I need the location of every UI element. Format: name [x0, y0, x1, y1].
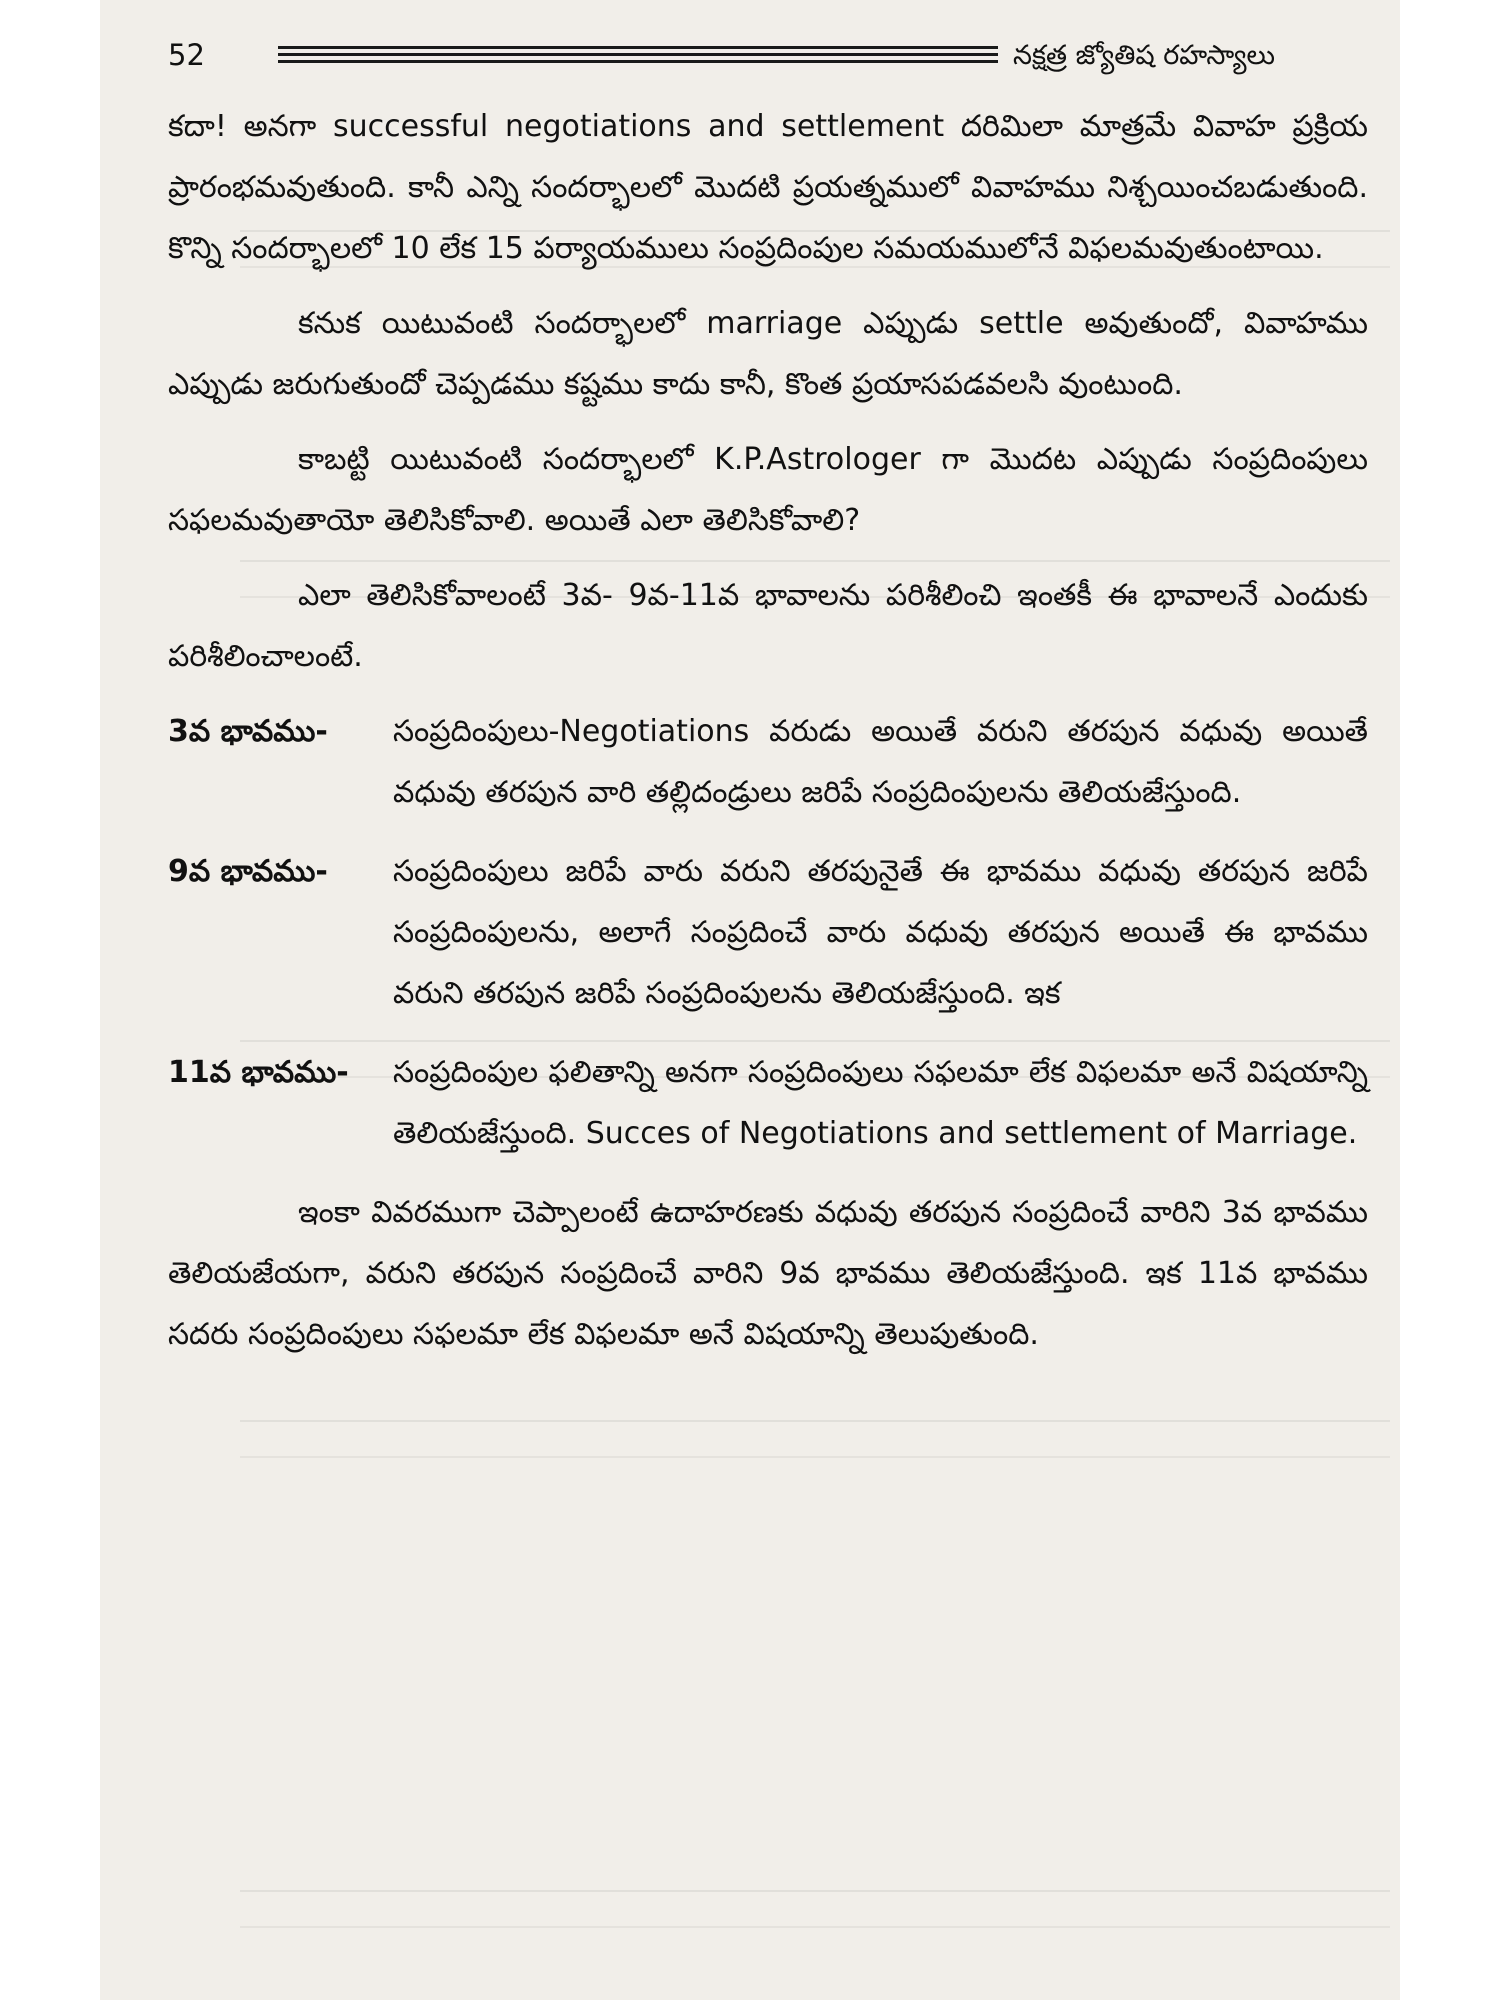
paragraph-3: కాబట్టి యిటువంటి సందర్భాలలో K.P.Astrologer గా మొదట ఎప్పుడు సంప్రదింపులు సఫలమవుతాయో తెలిసికోవాలి. అయితే ఎలా తెలిసికోవాలి? [168, 442, 1368, 538]
definition-desc: సంప్రదింపుల ఫలితాన్ని అనగా సంప్రదింపులు సఫలమా లేక విఫలమా అనే విషయాన్ని తెలియజేస్తుంది. Succes of Negotiations and settlement of Marriage. [393, 1055, 1368, 1151]
book-page [100, 0, 1400, 2000]
definition-11th-house [168, 1042, 1368, 1164]
page-body [168, 96, 1368, 1379]
definition-3rd-house [168, 701, 1368, 823]
definition-term: 11వ భావము- [168, 1055, 349, 1090]
definition-term: 9వ భావము- [168, 854, 328, 889]
definition-desc: సంప్రదింపులు-Negotiations వరుడు అయితే వరుని తరపున వధువు అయితే వధువు తరపున వారి తల్లిదండ్రులు జరిపే సంప్రదింపులను తెలియజేస్తుంది. [393, 714, 1368, 810]
definition-9th-house [168, 841, 1368, 1024]
show-through-line [240, 1420, 1390, 1458]
page-number: 52 [168, 38, 205, 72]
definition-term: 3వ భావము- [168, 714, 328, 749]
paragraph-1: కదా! అనగా successful negotiations and settlement దరిమిలా మాత్రమే వివాహ ప్రక్రియ ప్రారంభమవుతుంది. కానీ ఎన్ని సందర్భాలలో మొదటి ప్రయత్నములో వివాహము నిశ్చయించబడుతుంది. కొన్ని సందర్భాలలో 10 లేక 15 పర్యాయములు సంప్రదింపుల సమయములోనే విఫలమవుతుంటాయి. [168, 109, 1368, 266]
definition-desc: సంప్రదింపులు జరిపే వారు వరుని తరపునైతే ఈ భావము వధువు తరపున జరిపే సంప్రదింపులను, అలాగే సంప్రదించే వారు వధువు తరపున అయితే ఈ భావము వరుని తరపున జరిపే సంప్రదింపులను తెలియజేస్తుంది. ఇక [393, 854, 1368, 1011]
paragraph-4: ఎలా తెలిసికోవాలంటే 3వ- 9వ-11వ భావాలను పరిశీలించి ఇంతకీ ఈ భావాలనే ఎందుకు పరిశీలించాలంటే. [168, 578, 1368, 674]
closing-paragraph: ఇంకా వివరముగా చెప్పాలంటే ఉదాహరణకు వధువు తరపున సంప్రదించే వారిని 3వ భావము తెలియజేయగా, వరుని తరపున సంప్రదించే వారిని 9వ భావము తెలియజేస్తుంది. ఇక 11వ భావము సదరు సంప్రదింపులు సఫలమా లేక విఫలమా అనే విషయాన్ని తెలుపుతుంది. [168, 1195, 1368, 1352]
header-rule [278, 53, 998, 56]
paragraph-2: కనుక యిటువంటి సందర్భాలలో marriage ఎప్పుడు settle అవుతుందో, వివాహము ఎప్పుడు జరుగుతుందో చెప్పడము కష్టము కాదు కానీ, కొంత ప్రయాసపడవలసి వుంటుంది. [168, 306, 1368, 402]
header-rule [278, 46, 998, 49]
header-rule [278, 60, 998, 63]
header-rules [278, 46, 998, 68]
running-title: నక్షత్ర జ్యోతిష రహస్యాలు [1013, 40, 1276, 71]
page-header [168, 38, 1368, 82]
show-through-line [240, 1890, 1390, 1928]
